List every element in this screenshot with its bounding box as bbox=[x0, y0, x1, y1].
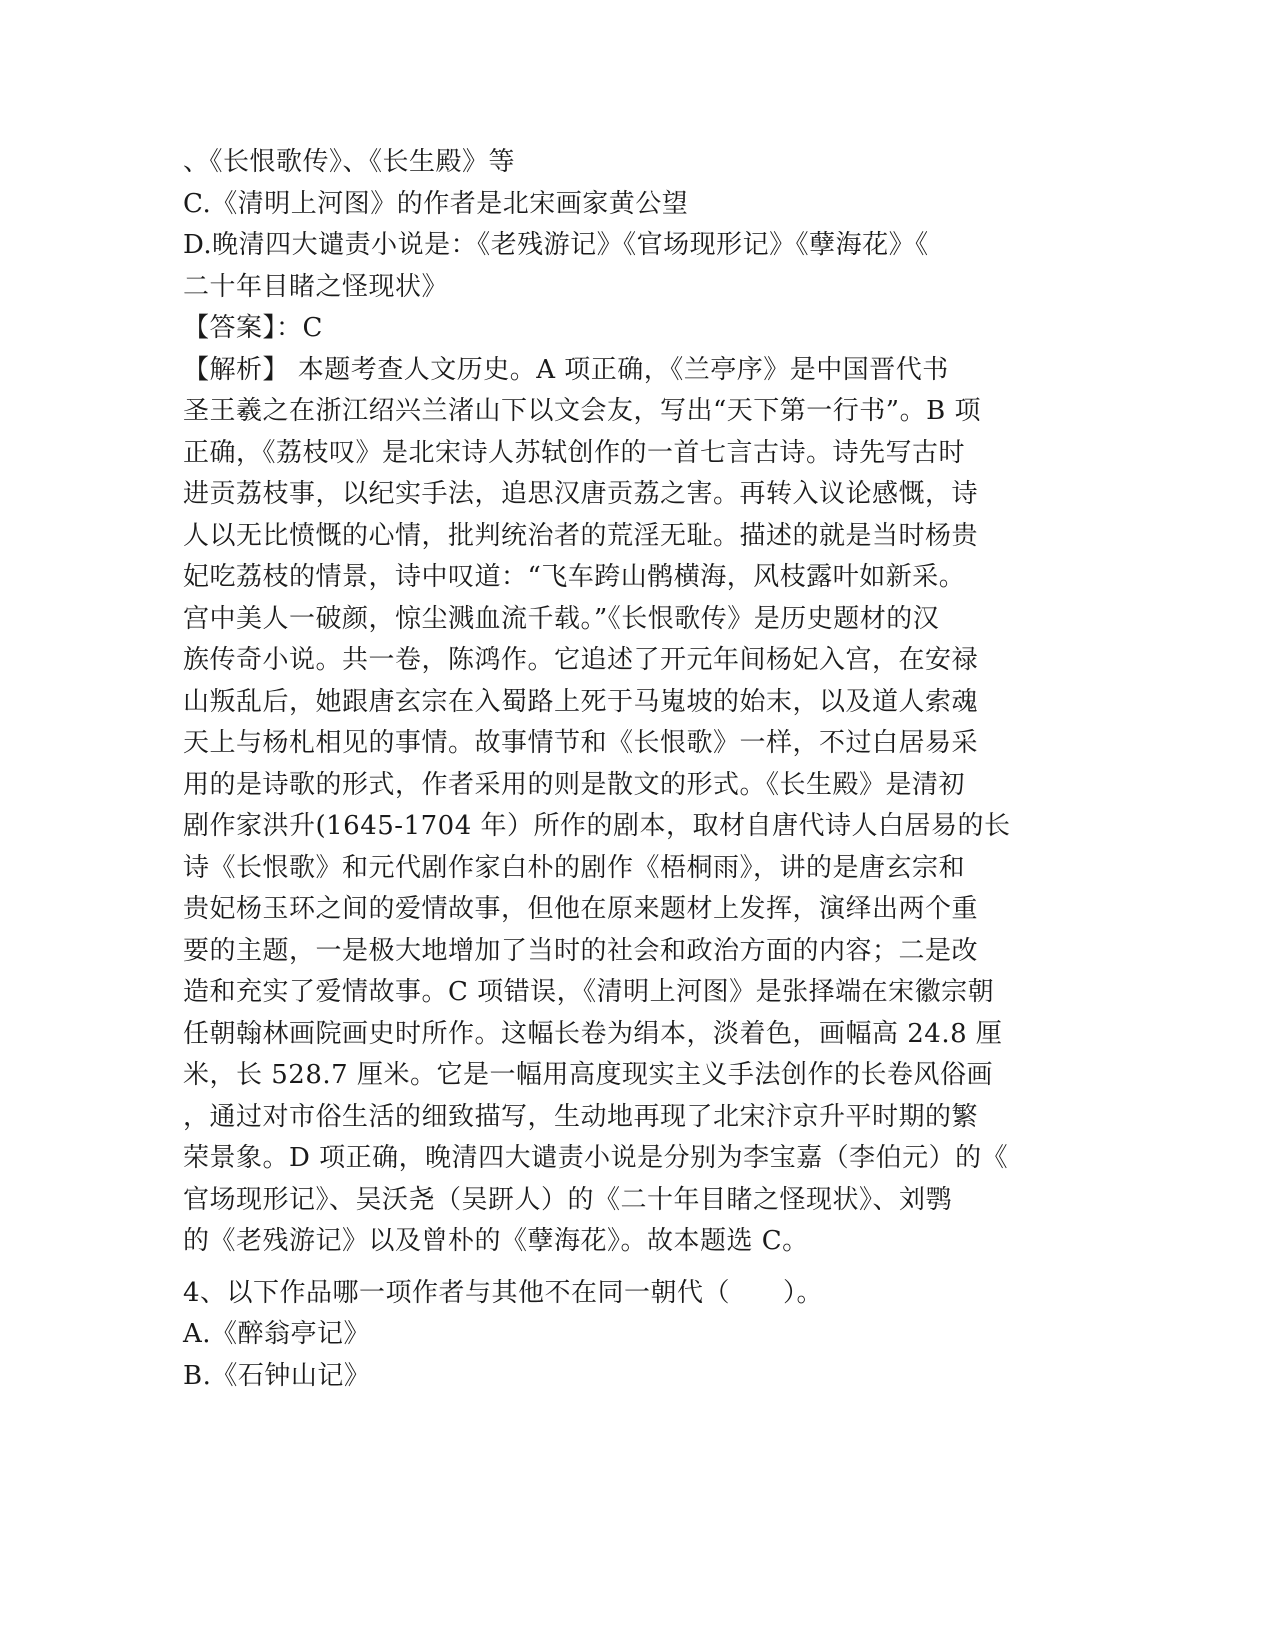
analysis-line: 山叛乱后，她跟唐玄宗在入蜀路上死于马嵬坡的始末，以及道人索魂 bbox=[183, 686, 979, 717]
analysis-line: 进贡荔枝事，以纪实手法，追思汉唐贡荔之害。再转入议论感慨，诗 bbox=[183, 479, 979, 509]
q3-option-b-tail: 、《长恨歌传》、《长生殿》等 bbox=[183, 147, 516, 177]
analysis-line: 米，长 528.7 厘米。它是一幅用高度现实主义手法创作的长卷风俗画 bbox=[183, 1060, 993, 1090]
q3-analysis bbox=[183, 350, 1063, 1263]
q3-answer: 【答案】：C bbox=[183, 313, 323, 343]
analysis-line: 贵妃杨玉环之间的爱情故事，但他在原来题材上发挥，演绎出两个重 bbox=[183, 894, 979, 924]
q4-stem: 4、以下作品哪一项作者与其他不在同一朝代（ ）。 bbox=[183, 1277, 824, 1308]
analysis-line: 人以无比愤慨的心情，批判统治者的荒淫无耻。描述的就是当时杨贵 bbox=[183, 520, 979, 551]
q3-option-d-line-1: D.晚清四大谴责小说是：《老残游记》《官场现形记》《孽海花》《 bbox=[183, 230, 929, 260]
analysis-line: 剧作家洪升(1645-1704 年）所作的剧本，取材自唐代诗人白居易的长 bbox=[183, 811, 1011, 841]
analysis-line: 要的主题，一是极大地增加了当时的社会和政治方面的内容；二是改 bbox=[183, 935, 979, 966]
q3-option-d-line-2: 二十年目睹之怪现状》 bbox=[183, 271, 449, 302]
paragraph-gap bbox=[183, 1263, 1063, 1273]
analysis-line: 任朝翰林画院画史时所作。这幅长卷为绢本，淡着色，画幅高 24.8 厘 bbox=[183, 1018, 1003, 1049]
analysis-line: ，通过对市俗生活的细致描写，生动地再现了北宋汴京升平时期的繁 bbox=[183, 1101, 979, 1132]
analysis-line: 的《老残游记》以及曾朴的《孽海花》。故本题选 C。 bbox=[183, 1226, 809, 1256]
analysis-line: 荣景象。D 项正确，晚清四大谴责小说是分别为李宝嘉（李伯元）的《 bbox=[183, 1143, 1009, 1173]
analysis-line: 诗《长恨歌》和元代剧作家白朴的剧作《梧桐雨》，讲的是唐玄宗和 bbox=[183, 852, 966, 883]
analysis-line: 正确，《荔枝叹》是北宋诗人苏轼创作的一首七言古诗。诗先写古时 bbox=[183, 437, 966, 468]
page-content bbox=[183, 142, 1063, 1397]
analysis-line: 妃吃荔枝的情景，诗中叹道：“飞车跨山鹘横海，风枝露叶如新采。 bbox=[183, 562, 966, 592]
analysis-line: 圣王羲之在浙江绍兴兰渚山下以文会友，写出“天下第一行书”。B 项 bbox=[183, 396, 981, 426]
analysis-line: 宫中美人一破颜，惊尘溅血流千载。”《长恨歌传》是历史题材的汉 bbox=[183, 603, 940, 634]
q3-option-c: C.《清明上河图》的作者是北宋画家黄公望 bbox=[183, 188, 689, 219]
analysis-line: 用的是诗歌的形式，作者采用的则是散文的形式。《长生殿》是清初 bbox=[183, 769, 966, 800]
q4-option-b: B.《石钟山记》 bbox=[183, 1360, 371, 1391]
analysis-line: 造和充实了爱情故事。C 项错误，《清明上河图》是张择端在宋徽宗朝 bbox=[183, 977, 995, 1007]
analysis-line: 天上与杨札相见的事情。故事情节和《长恨歌》一样，不过白居易采 bbox=[183, 728, 979, 758]
q4-option-a: A.《醉翁亭记》 bbox=[183, 1319, 371, 1349]
analysis-line: 官场现形记》、吴沃尧（吴趼人）的《二十年目睹之怪现状》、刘鹗 bbox=[183, 1184, 953, 1215]
analysis-line: 族传奇小说。共一卷，陈鸿作。它追述了开元年间杨妃入宫，在安禄 bbox=[183, 645, 979, 675]
analysis-line: 【解析】 本题考查人文历史。A 项正确，《兰亭序》是中国晋代书 bbox=[183, 354, 949, 385]
